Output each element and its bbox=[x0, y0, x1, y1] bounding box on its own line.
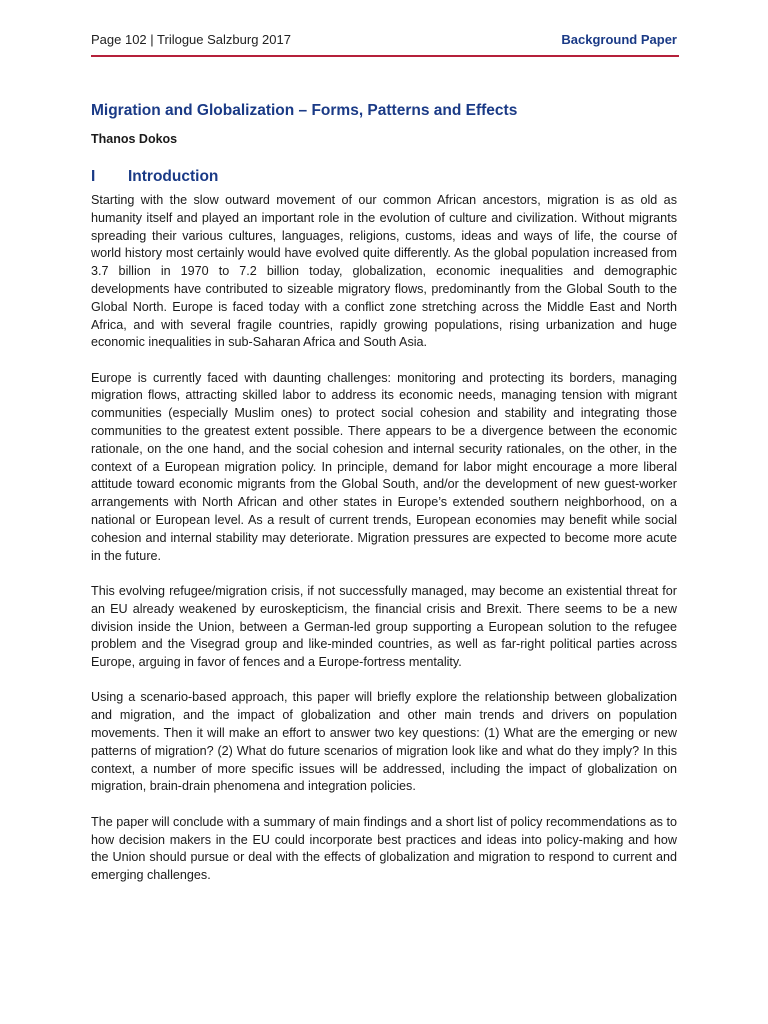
section-heading bbox=[91, 166, 681, 188]
paragraph: The paper will conclude with a summary of main findings and a short list of policy recommendations as to how decision makers in the EU could incorporate best practices and ideas into policy-making and how the Union should pursue or deal with the effects of globalization and migration to respond to current and emerging challenges. bbox=[91, 814, 677, 883]
section-number: I bbox=[91, 168, 96, 185]
paragraph: This evolving refugee/migration crisis, if not successfully managed, may become an existential threat for an EU already weakened by euroskepticism, the financial crisis and Brexit. There seems to be a new division inside the Union, between a German-led group supporting a European solution to the refugee problem and the Visegrad group and like-minded countries, as well as far-right political parties across Europe, arguing in favor of fences and a Europe-fortress mentality. bbox=[91, 583, 677, 670]
header-divider bbox=[91, 55, 679, 57]
header-document-type: Background Paper bbox=[561, 32, 677, 47]
paper-title: Migration and Globalization – Forms, Patterns and Effects bbox=[91, 102, 518, 119]
paragraph: Europe is currently faced with daunting challenges: monitoring and protecting its borders, managing migration flows, attracting skilled labor to address its economic needs, managing tension with migrant communities (especially Muslim ones) to protect social cohesion and stability and integrating those communities to the greatest extent possible. There appears to be a divergence between the economic rationale, on the one hand, and the social cohesion and internal security rationales, on the other, in the context of a European migration policy. In principle, demand for labor might encourage a more liberal attitude toward economic migrants from the Global South, and/or the development of new guest-worker arrangements with North African and other states in Europe’s extended southern neighborhood, on a national or European level. As a result of current trends, European economies may benefit while social cohesion and internal stability may deteriorate. Migration pressures are expected to become more acute in the future. bbox=[91, 370, 677, 563]
paragraph: Using a scenario-based approach, this paper will briefly explore the relationship between globalization and migration, and the impact of globalization and other main trends and drivers on population movements. Then it will make an effort to answer two key questions: (1) What are the emerging or new patterns of migration? (2) What do future scenarios of migration look like and what do they imply? In this context, a number of more specific issues will be addressed, including the impact of globalization on migration, brain-drain phenomena and integration policies. bbox=[91, 690, 677, 794]
section-title: Introduction bbox=[128, 168, 219, 185]
header-page-info: Page 102 | Trilogue Salzburg 2017 bbox=[91, 32, 291, 47]
body-text bbox=[91, 192, 677, 902]
paragraph: Starting with the slow outward movement of our common African ancestors, migration is as old as humanity itself and played an important role in the evolution of culture and civilization. Without migrants spreading their various cultures, languages, religions, customs, ideas and ways of life, the course of world history most certainly would have evolved quite differently. As the global population increased from 3.7 billion in 1970 to 7.2 billion today, globalization, economic inequalities and demographic developments have contributed to sizeable migratory flows, predominantly from the Global South to the Global North. Europe is faced today with a conflict zone stretching across the Middle East and North Africa, and with several fragile countries, rapidly growing populations, rising urbanization and huge economic inequalities in sub-Saharan Africa and South Asia. bbox=[91, 193, 677, 350]
page-header bbox=[91, 32, 677, 52]
author-name: Thanos Dokos bbox=[91, 132, 178, 146]
